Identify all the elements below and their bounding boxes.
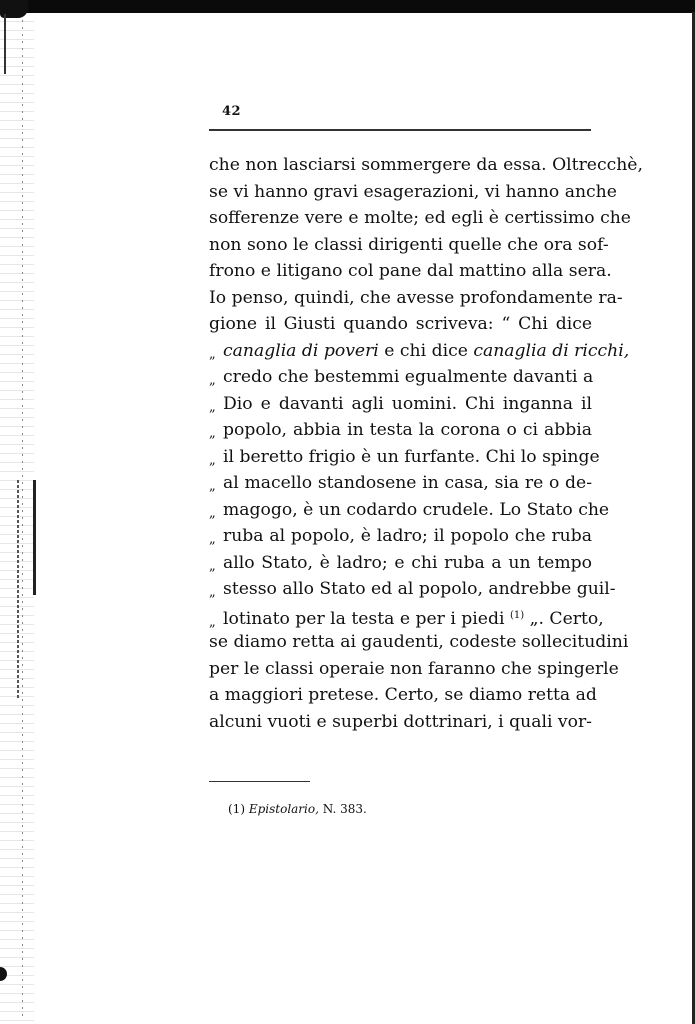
text-line — [209, 576, 616, 603]
text-run: non sono le classi dirigenti quelle che ora sof- — [209, 234, 609, 255]
footnote-rule — [209, 781, 310, 782]
text-line — [209, 391, 592, 418]
text-line — [209, 152, 643, 179]
text-run: che non lasciarsi sommergere da essa. Oltrecchè, — [209, 155, 643, 175]
text-line — [209, 205, 631, 232]
text-line — [209, 338, 630, 365]
scan-edge-mark — [22, 20, 23, 1020]
text-run: Dio e davanti agli uomini. Chi inganna il — [223, 393, 592, 414]
header-rule — [209, 129, 591, 131]
page-number: 42 — [222, 104, 242, 119]
text-run: il beretto frigio è un furfante. Chi lo spinge — [223, 446, 600, 467]
text-line — [209, 364, 592, 391]
body-text — [209, 152, 643, 735]
quote-mark: „ — [209, 614, 216, 630]
quote-mark: „ — [209, 585, 216, 600]
text-run: ruba al popolo, è ladro; il popolo che ruba — [223, 526, 592, 546]
quote-mark: „ — [209, 346, 216, 362]
text-run: sofferenze vere e molte; ed egli è certissimo che — [209, 208, 631, 228]
text-run: gione il Giusti quando scriveva: “ Chi dice — [209, 314, 592, 334]
text-line — [209, 523, 592, 550]
text-run: Io penso, quindi, che avesse profondamente ra- — [209, 287, 623, 308]
footnote-title: Epistolario, — [248, 802, 319, 816]
text-run: „. Certo, — [524, 608, 604, 629]
quote-mark: „ — [209, 558, 216, 574]
text-line — [209, 444, 600, 471]
text-line — [209, 656, 619, 683]
scan-edge-mark — [17, 480, 19, 700]
footnote-marker: (1) — [228, 802, 245, 816]
text-line — [209, 682, 597, 709]
text-run: per le classi operaie non faranno che spingerle — [209, 658, 619, 679]
text-line — [209, 709, 592, 736]
footnote-reference: (1) — [509, 609, 525, 621]
text-line — [209, 232, 609, 259]
text-run: alcuni vuoti e superbi dottrinari, i quali vor- — [209, 711, 592, 732]
text-line — [209, 285, 623, 312]
scan-edge-mark — [4, 14, 6, 74]
text-run: allo Stato, è ladro; e chi ruba a un tempo — [223, 552, 592, 573]
quote-mark: „ — [209, 373, 216, 388]
quote-mark: „ — [209, 452, 216, 468]
text-line — [209, 311, 592, 338]
text-line — [209, 258, 612, 285]
text-run: al macello standosene in casa, sia re o de- — [223, 473, 592, 493]
text-run: a maggiori pretese. Certo, se diamo retta ad — [209, 685, 597, 705]
text-line — [209, 179, 617, 206]
text-run: frono e litigano col pane dal mattino alla sera. — [209, 261, 612, 281]
text-run: stesso allo Stato ed al popolo, andrebbe guil- — [223, 579, 616, 599]
text-run: se vi hanno gravi esagerazioni, vi hanno anche — [209, 181, 617, 202]
quote-mark: „ — [209, 399, 216, 415]
text-line — [209, 417, 592, 444]
quote-mark: „ — [209, 479, 216, 494]
text-run: e chi dice — [378, 340, 474, 361]
text-run: magogo, è un codardo crudele. Lo Stato che — [223, 499, 610, 520]
scan-top-border — [0, 0, 695, 13]
text-line — [209, 470, 592, 497]
text-line — [209, 550, 592, 577]
text-line — [209, 603, 604, 630]
italic-phrase: canaglia di poveri — [223, 340, 379, 361]
footnote-ref: N. 383. — [322, 802, 367, 816]
text-line — [209, 629, 629, 656]
quote-mark: „ — [209, 505, 216, 521]
text-run: popolo, abbia in testa la corona o ci abbia — [223, 420, 592, 440]
text-line — [209, 497, 610, 524]
text-run: credo che bestemmi egualmente davanti a — [223, 367, 594, 387]
italic-phrase: canaglia di ricchi, — [473, 340, 630, 361]
scan-edge-mark — [33, 480, 36, 595]
quote-mark: „ — [209, 426, 216, 441]
text-run: lotinato per la testa e per i piedi — [223, 608, 510, 629]
text-run: se diamo retta ai gaudenti, codeste sollecitudini — [209, 632, 629, 652]
quote-mark: „ — [209, 532, 216, 547]
footnote — [228, 802, 367, 816]
